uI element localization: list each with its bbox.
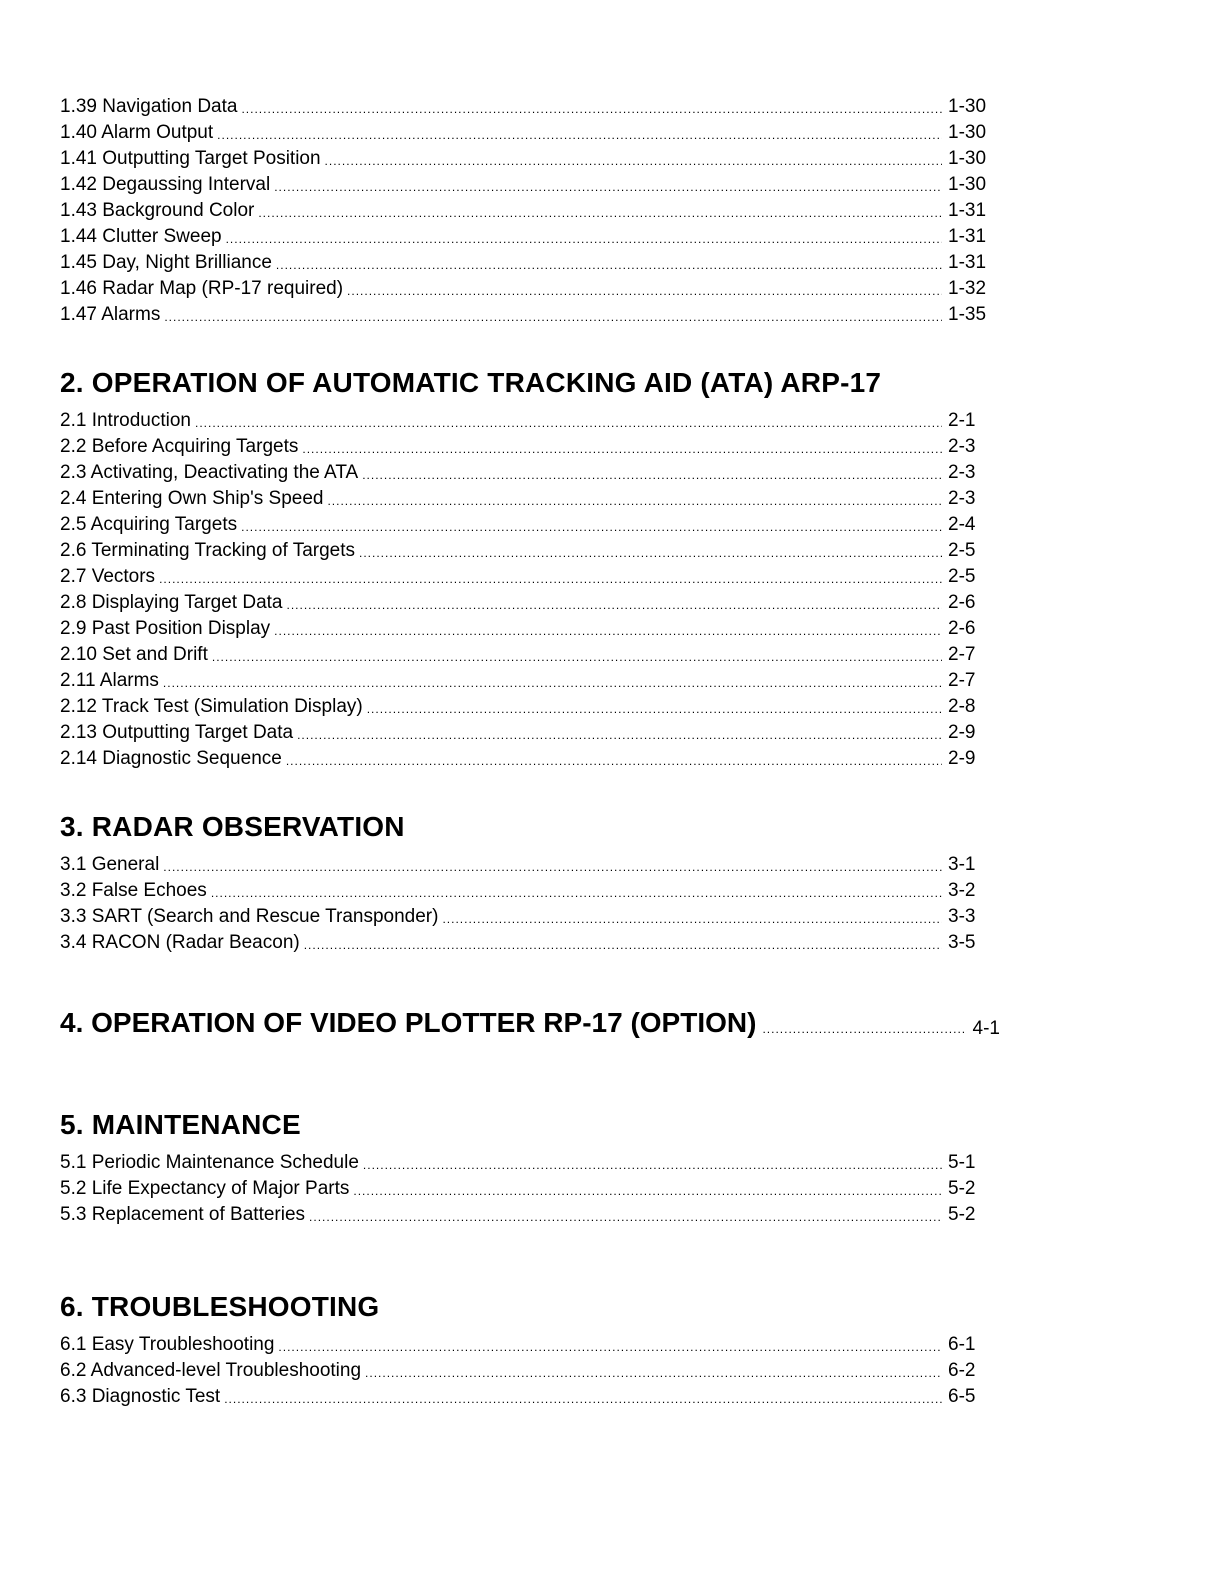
toc-leader (327, 492, 942, 510)
section-2-entry[interactable] (60, 614, 1000, 640)
toc-entry-title: 1.39 Navigation Data (60, 96, 238, 117)
toc-entry-page: 5-2 (948, 1178, 976, 1199)
toc-leader (159, 570, 942, 588)
toc-entry-page: 2-5 (948, 566, 976, 587)
toc-leader (304, 936, 942, 954)
toc-leader (353, 1182, 942, 1200)
section-2-entry[interactable] (60, 484, 1000, 510)
section-5-entry[interactable] (60, 1174, 1000, 1200)
toc-entry-page: 3-5 (948, 932, 976, 953)
toc-entry-title: 1.44 Clutter Sweep (60, 226, 222, 247)
section-3-entry[interactable] (60, 850, 1000, 876)
toc-entry-page: 2-7 (948, 670, 976, 691)
section-2-entry[interactable] (60, 458, 1000, 484)
section-1-continued (60, 92, 1000, 326)
toc-entry-title: 1.46 Radar Map (RP-17 required) (60, 278, 344, 299)
toc-entry-page: 1-31 (948, 200, 987, 221)
section-2-entry[interactable] (60, 666, 1000, 692)
toc-leader (274, 622, 942, 640)
toc-page (60, 92, 1000, 1408)
toc-entry-title: 2.12 Track Test (Simulation Display) (60, 696, 363, 717)
toc-leader (217, 126, 942, 144)
toc-leader (325, 152, 942, 170)
section-1-entry[interactable] (60, 92, 1000, 118)
section-2-entry[interactable] (60, 406, 1000, 432)
toc-entry-title: 2.10 Set and Drift (60, 644, 208, 665)
toc-entry-page: 2-5 (948, 540, 976, 561)
toc-entry-title: 6.2 Advanced-level Troubleshooting (60, 1360, 362, 1381)
toc-entry-title: 2.14 Diagnostic Sequence (60, 748, 282, 769)
section-1-entry[interactable] (60, 222, 1000, 248)
toc-entry-page: 1-35 (948, 304, 987, 325)
section-1-entry[interactable] (60, 170, 1000, 196)
toc-entry-title: 2.8 Displaying Target Data (60, 592, 283, 613)
toc-leader (359, 544, 942, 562)
section-3-entry[interactable] (60, 928, 1000, 954)
toc-entry-title: 6.3 Diagnostic Test (60, 1386, 221, 1407)
toc-leader (163, 674, 942, 692)
toc-leader (211, 884, 942, 902)
toc-leader (287, 596, 943, 614)
section-2-entry[interactable] (60, 640, 1000, 666)
section-1-entry[interactable] (60, 300, 1000, 326)
section-4-page: 4-1 (972, 1018, 1000, 1039)
section-6 (60, 1290, 1000, 1408)
toc-entry-title: 2.6 Terminating Tracking of Targets (60, 540, 356, 561)
toc-entry-title: 2.7 Vectors (60, 566, 156, 587)
toc-entry-title: 5.3 Replacement of Batteries (60, 1204, 306, 1225)
section-2-heading: 2. OPERATION OF AUTOMATIC TRACKING AID (ATA) ARP-17 (60, 367, 882, 398)
section-3-entry[interactable] (60, 902, 1000, 928)
toc-entry-title: 2.5 Acquiring Targets (60, 514, 238, 535)
toc-entry-title: 5.1 Periodic Maintenance Schedule (60, 1152, 359, 1173)
toc-entry-title: 2.11 Alarms (60, 670, 159, 691)
section-6-entry[interactable] (60, 1330, 1000, 1356)
toc-entry-page: 6-2 (948, 1360, 976, 1381)
section-5-heading: 5. MAINTENANCE (60, 1109, 301, 1140)
toc-leader (278, 1338, 942, 1356)
section-2 (60, 366, 1000, 770)
toc-entry-title: 2.4 Entering Own Ship's Speed (60, 488, 324, 509)
toc-leader (362, 466, 942, 484)
section-2-entry[interactable] (60, 562, 1000, 588)
toc-leader (224, 1390, 942, 1408)
toc-leader (241, 100, 942, 118)
toc-entry-page: 1-30 (948, 174, 987, 195)
section-2-entry[interactable] (60, 536, 1000, 562)
toc-leader (367, 700, 942, 718)
section-2-entry[interactable] (60, 692, 1000, 718)
toc-leader (258, 204, 942, 222)
section-5 (60, 1108, 1000, 1226)
section-1-entry[interactable] (60, 248, 1000, 274)
section-5-entry[interactable] (60, 1200, 1000, 1226)
section-2-entry[interactable] (60, 432, 1000, 458)
toc-entry-title: 2.13 Outputting Target Data (60, 722, 294, 743)
toc-entry-page: 5-1 (948, 1152, 976, 1173)
toc-leader (442, 910, 942, 928)
section-2-entry[interactable] (60, 718, 1000, 744)
section-6-entry[interactable] (60, 1356, 1000, 1382)
toc-entry-title: 1.45 Day, Night Brilliance (60, 252, 272, 273)
section-6-entry[interactable] (60, 1382, 1000, 1408)
toc-leader (212, 648, 942, 666)
toc-leader (274, 178, 942, 196)
toc-entry-title: 1.40 Alarm Output (60, 122, 214, 143)
toc-leader (297, 726, 942, 744)
toc-entry-title: 1.42 Degaussing Interval (60, 174, 271, 195)
section-1-entry[interactable] (60, 118, 1000, 144)
toc-entry-page: 2-6 (948, 618, 976, 639)
toc-entry-page: 1-30 (948, 96, 987, 117)
section-3-entry[interactable] (60, 876, 1000, 902)
toc-leader (195, 414, 942, 432)
toc-entry-page: 2-3 (948, 488, 976, 509)
toc-leader (302, 440, 942, 458)
section-3 (60, 810, 1000, 954)
section-1-entry[interactable] (60, 144, 1000, 170)
toc-leader (365, 1364, 942, 1382)
toc-entry-page: 2-4 (948, 514, 976, 535)
toc-entry-title: 2.2 Before Acquiring Targets (60, 436, 299, 457)
section-3-heading: 3. RADAR OBSERVATION (60, 811, 405, 842)
toc-entry-title: 6.1 Easy Troubleshooting (60, 1334, 275, 1355)
toc-entry-page: 1-31 (948, 252, 987, 273)
section-5-entry[interactable] (60, 1148, 1000, 1174)
toc-entry-page: 2-1 (948, 410, 976, 431)
toc-entry-page: 3-1 (948, 854, 976, 875)
toc-entry-page: 1-30 (948, 122, 987, 143)
section-2-entry[interactable] (60, 588, 1000, 614)
toc-entry-title: 1.43 Background Color (60, 200, 255, 221)
toc-entry-page: 2-9 (948, 722, 976, 743)
toc-entry-title: 1.47 Alarms (60, 304, 161, 325)
toc-entry-title: 1.41 Outputting Target Position (60, 148, 321, 169)
toc-entry-title: 2.1 Introduction (60, 410, 191, 431)
toc-entry-page: 5-2 (948, 1204, 976, 1225)
toc-entry-page: 2-6 (948, 592, 976, 613)
toc-entry-title: 2.3 Activating, Deactivating the ATA (60, 462, 359, 483)
toc-leader (226, 230, 942, 248)
toc-leader (309, 1208, 942, 1226)
toc-entry-page: 1-31 (948, 226, 987, 247)
toc-entry-page: 6-1 (948, 1334, 976, 1355)
toc-entry-page: 2-7 (948, 644, 976, 665)
toc-entry-page: 1-32 (948, 278, 987, 299)
toc-entry-title: 3.4 RACON (Radar Beacon) (60, 932, 300, 953)
section-1-entry[interactable] (60, 274, 1000, 300)
toc-entry-title: 3.3 SART (Search and Rescue Transponder) (60, 906, 439, 927)
section-2-entry[interactable] (60, 744, 1000, 770)
section-6-heading: 6. TROUBLESHOOTING (60, 1291, 380, 1322)
toc-leader (241, 518, 942, 536)
toc-entry-page: 3-2 (948, 880, 976, 901)
toc-entry-page: 2-8 (948, 696, 976, 717)
toc-leader (756, 1018, 966, 1040)
toc-entry-title: 3.1 General (60, 854, 160, 875)
toc-leader (286, 752, 942, 770)
section-2-entry[interactable] (60, 510, 1000, 536)
toc-entry-page: 2-9 (948, 748, 976, 769)
section-4-heading: 4. OPERATION OF VIDEO PLOTTER RP-17 (OPTION) (60, 1007, 757, 1038)
toc-leader (276, 256, 942, 274)
toc-entry-page: 6-5 (948, 1386, 976, 1407)
toc-leader (163, 858, 942, 876)
section-1-entry[interactable] (60, 196, 1000, 222)
toc-leader (347, 282, 942, 300)
toc-entry-title: 5.2 Life Expectancy of Major Parts (60, 1178, 350, 1199)
toc-leader (363, 1156, 942, 1174)
toc-entry-title: 3.2 False Echoes (60, 880, 207, 901)
toc-entry-page: 2-3 (948, 462, 976, 483)
section-4-heading-line (60, 1006, 1000, 1040)
toc-entry-title: 2.9 Past Position Display (60, 618, 271, 639)
toc-entry-page: 2-3 (948, 436, 976, 457)
toc-entry-page: 3-3 (948, 906, 976, 927)
section-4 (60, 1006, 1000, 1040)
toc-entry-page: 1-30 (948, 148, 987, 169)
toc-leader (164, 308, 942, 326)
